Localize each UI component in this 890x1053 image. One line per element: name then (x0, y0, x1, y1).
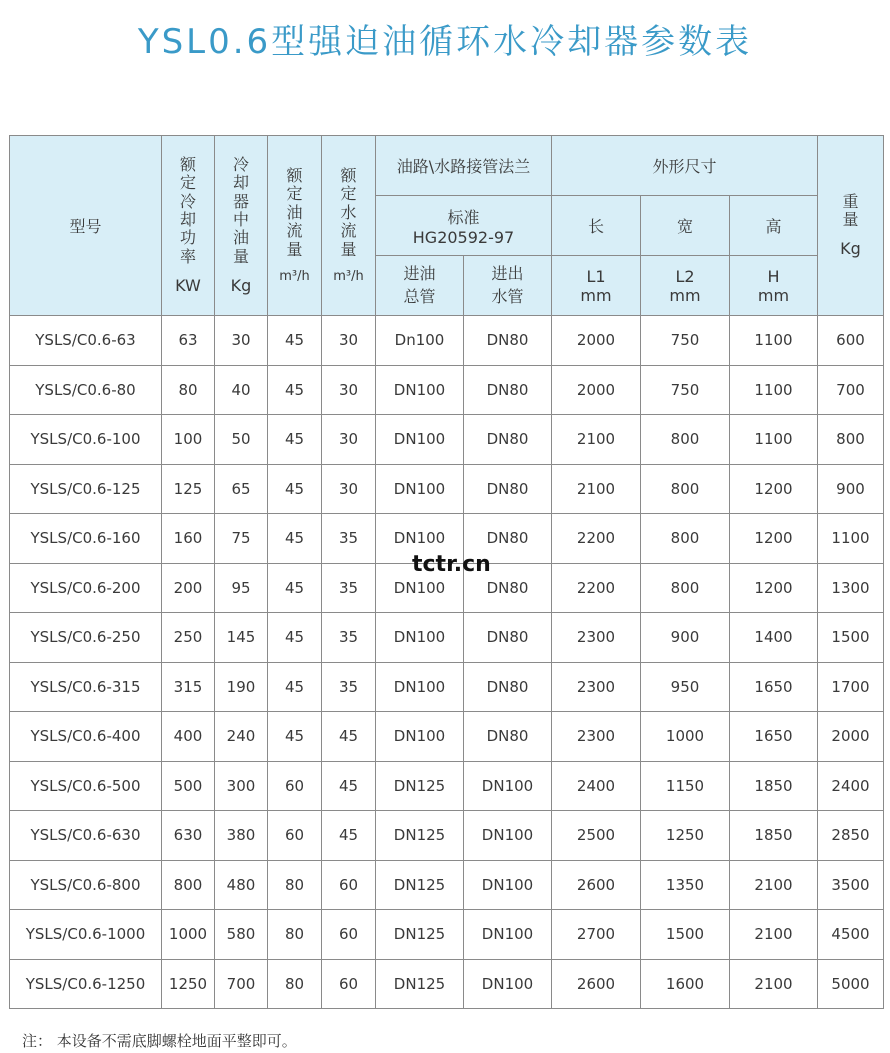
table-cell: YSLS/C0.6-125 (10, 464, 162, 514)
table-cell: DN100 (376, 613, 464, 663)
table-cell: 2100 (552, 415, 641, 465)
table-cell: 45 (268, 415, 322, 465)
table-cell: 800 (641, 464, 730, 514)
table-cell: 63 (162, 316, 215, 366)
table-cell: YSLS/C0.6-100 (10, 415, 162, 465)
table-header (10, 136, 884, 316)
table-cell: 30 (322, 415, 376, 465)
header-oil-pipe: 进油总管 (376, 256, 464, 316)
table-cell: YSLS/C0.6-63 (10, 316, 162, 366)
table-cell: 190 (215, 662, 268, 712)
table-cell: 1700 (818, 662, 884, 712)
table-cell: DN80 (464, 514, 552, 564)
table-cell: DN100 (464, 761, 552, 811)
table-cell: YSLS/C0.6-800 (10, 860, 162, 910)
table-cell: 2100 (730, 959, 818, 1009)
table-cell: 2600 (552, 860, 641, 910)
table-cell: 2000 (552, 316, 641, 366)
header-oil-flow: 额定油流量 m³/h (268, 136, 322, 316)
table-cell: YSLS/C0.6-80 (10, 365, 162, 415)
table-cell: DN80 (464, 365, 552, 415)
page-title: YSL0.6型强迫油循环水冷却器参数表 (137, 22, 753, 62)
table-cell: 80 (268, 910, 322, 960)
table-cell: 30 (322, 316, 376, 366)
table-cell: 2400 (818, 761, 884, 811)
table-cell: 145 (215, 613, 268, 663)
table-cell: DN80 (464, 613, 552, 663)
table-cell: 45 (268, 514, 322, 564)
table-cell: 80 (162, 365, 215, 415)
table-row (10, 910, 884, 960)
table-cell: 75 (215, 514, 268, 564)
header-h: H mm (730, 256, 818, 316)
table-cell: 60 (322, 860, 376, 910)
table-cell: 2200 (552, 514, 641, 564)
table-cell: 800 (818, 415, 884, 465)
table-cell: DN100 (376, 712, 464, 762)
table-cell: 45 (322, 761, 376, 811)
table-cell: YSLS/C0.6-200 (10, 563, 162, 613)
table-cell: YSLS/C0.6-400 (10, 712, 162, 762)
header-oil-amount: 冷却器中油量 Kg (215, 136, 268, 316)
table-cell: 750 (641, 316, 730, 366)
table-cell: 3500 (818, 860, 884, 910)
table-cell: 250 (162, 613, 215, 663)
table-cell: 45 (268, 613, 322, 663)
table-cell: 1200 (730, 563, 818, 613)
table-cell: 2100 (552, 464, 641, 514)
table-cell: 300 (215, 761, 268, 811)
header-length: 长 (552, 196, 641, 256)
table-cell: 580 (215, 910, 268, 960)
footnote: 注： 本设备不需底脚螺栓地面平整即可。 (22, 1032, 297, 1050)
header-width: 宽 (641, 196, 730, 256)
table-cell: 80 (268, 860, 322, 910)
table-row (10, 811, 884, 861)
table-cell: DN100 (376, 415, 464, 465)
table-cell: DN125 (376, 959, 464, 1009)
table-cell: 1100 (730, 365, 818, 415)
table-cell: 380 (215, 811, 268, 861)
table-cell: DN100 (464, 910, 552, 960)
table-row (10, 316, 884, 366)
table-cell: YSLS/C0.6-1000 (10, 910, 162, 960)
table-cell: 1300 (818, 563, 884, 613)
table-cell: 2700 (552, 910, 641, 960)
table-cell: 2300 (552, 712, 641, 762)
table-cell: 45 (322, 712, 376, 762)
table-cell: DN80 (464, 662, 552, 712)
table-cell: 2300 (552, 613, 641, 663)
header-flange: 油路\水路接管法兰 (376, 136, 552, 196)
table-cell: YSLS/C0.6-160 (10, 514, 162, 564)
table-cell: 45 (268, 464, 322, 514)
table-cell: 900 (641, 613, 730, 663)
header-weight: 重量 Kg (818, 136, 884, 316)
table-row (10, 365, 884, 415)
table-cell: 30 (322, 464, 376, 514)
table-cell: 2200 (552, 563, 641, 613)
table-cell: YSLS/C0.6-315 (10, 662, 162, 712)
table-cell: 1500 (818, 613, 884, 663)
table-cell: DN125 (376, 761, 464, 811)
table-cell: 1650 (730, 712, 818, 762)
table-cell: 200 (162, 563, 215, 613)
table-cell: DN100 (376, 662, 464, 712)
table-cell: DN100 (464, 811, 552, 861)
table-cell: 60 (268, 761, 322, 811)
table-cell: YSLS/C0.6-630 (10, 811, 162, 861)
header-l2: L2 mm (641, 256, 730, 316)
table-cell: 800 (641, 563, 730, 613)
table-cell: 45 (268, 563, 322, 613)
table-cell: 2400 (552, 761, 641, 811)
table-cell: 700 (818, 365, 884, 415)
table-cell: 400 (162, 712, 215, 762)
table-body (10, 316, 884, 1009)
table-cell: 1100 (730, 415, 818, 465)
table-cell: DN80 (464, 415, 552, 465)
table-cell: 40 (215, 365, 268, 415)
table-cell: DN100 (464, 959, 552, 1009)
table-row (10, 959, 884, 1009)
header-l1: L1 mm (552, 256, 641, 316)
table-cell: DN125 (376, 910, 464, 960)
table-row (10, 415, 884, 465)
table-cell: YSLS/C0.6-250 (10, 613, 162, 663)
table-cell: 240 (215, 712, 268, 762)
table-cell: DN100 (376, 563, 464, 613)
table-cell: 45 (268, 712, 322, 762)
table-cell: 1850 (730, 761, 818, 811)
table-cell: DN125 (376, 811, 464, 861)
watermark: tctr.cn (412, 552, 491, 577)
table-cell: 1200 (730, 514, 818, 564)
table-cell: 2000 (552, 365, 641, 415)
table-cell: 500 (162, 761, 215, 811)
table-cell: 750 (641, 365, 730, 415)
table-cell: 60 (322, 910, 376, 960)
table-cell: 1000 (162, 910, 215, 960)
header-dimensions: 外形尺寸 (552, 136, 818, 196)
table-cell: 65 (215, 464, 268, 514)
table-cell: 45 (268, 662, 322, 712)
table-cell: 800 (162, 860, 215, 910)
table-cell: 800 (641, 415, 730, 465)
table-cell: 1250 (162, 959, 215, 1009)
table-cell: DN125 (376, 860, 464, 910)
table-row (10, 712, 884, 762)
table-cell: 45 (268, 316, 322, 366)
table-cell: 160 (162, 514, 215, 564)
table-cell: 800 (641, 514, 730, 564)
table-cell: 2600 (552, 959, 641, 1009)
table-cell: 80 (268, 959, 322, 1009)
table-cell: 700 (215, 959, 268, 1009)
table-cell: 1350 (641, 860, 730, 910)
table-cell: 2100 (730, 860, 818, 910)
table-cell: 1500 (641, 910, 730, 960)
table-cell: 1200 (730, 464, 818, 514)
table-cell: YSLS/C0.6-1250 (10, 959, 162, 1009)
table-cell: DN100 (376, 464, 464, 514)
table-cell: Dn100 (376, 316, 464, 366)
table-cell: 35 (322, 563, 376, 613)
header-power: 额定冷却功率 KW (162, 136, 215, 316)
table-cell: 2850 (818, 811, 884, 861)
header-model: 型号 (10, 136, 162, 316)
table-cell: 50 (215, 415, 268, 465)
table-cell: 100 (162, 415, 215, 465)
table-cell: DN80 (464, 712, 552, 762)
table-row (10, 662, 884, 712)
table-cell: 1600 (641, 959, 730, 1009)
table-cell: 95 (215, 563, 268, 613)
table-cell: YSLS/C0.6-500 (10, 761, 162, 811)
table-cell: 2300 (552, 662, 641, 712)
table-cell: 1650 (730, 662, 818, 712)
table-cell: DN100 (376, 514, 464, 564)
table-cell: 2100 (730, 910, 818, 960)
table-row (10, 613, 884, 663)
table-cell: 950 (641, 662, 730, 712)
table-cell: 480 (215, 860, 268, 910)
table-cell: 1250 (641, 811, 730, 861)
table-cell: 2000 (818, 712, 884, 762)
table-cell: 1000 (641, 712, 730, 762)
table-cell: 60 (322, 959, 376, 1009)
table-cell: 630 (162, 811, 215, 861)
table-cell: 1100 (730, 316, 818, 366)
table-cell: 30 (322, 365, 376, 415)
table-cell: 35 (322, 662, 376, 712)
table-row (10, 464, 884, 514)
table-cell: 1400 (730, 613, 818, 663)
table-cell: DN80 (464, 563, 552, 613)
table-cell: 45 (268, 365, 322, 415)
table-cell: DN100 (376, 365, 464, 415)
table-cell: 30 (215, 316, 268, 366)
table-cell: 1100 (818, 514, 884, 564)
table-cell: 45 (322, 811, 376, 861)
table-cell: 5000 (818, 959, 884, 1009)
table-cell: DN80 (464, 464, 552, 514)
table-cell: 900 (818, 464, 884, 514)
header-standard: 标准 HG20592-97 (376, 196, 552, 256)
table-cell: 4500 (818, 910, 884, 960)
header-height: 高 (730, 196, 818, 256)
table-cell: 1850 (730, 811, 818, 861)
header-water-pipe: 进出水管 (464, 256, 552, 316)
table-cell: 315 (162, 662, 215, 712)
header-water-flow: 额定水流量 m³/h (322, 136, 376, 316)
table-cell: 60 (268, 811, 322, 861)
table-cell: DN80 (464, 316, 552, 366)
table-cell: 2500 (552, 811, 641, 861)
table-cell: 125 (162, 464, 215, 514)
table-cell: 35 (322, 613, 376, 663)
table-row (10, 761, 884, 811)
table-cell: 600 (818, 316, 884, 366)
table-cell: 35 (322, 514, 376, 564)
table-cell: 1150 (641, 761, 730, 811)
table-row (10, 860, 884, 910)
table-cell: DN100 (464, 860, 552, 910)
